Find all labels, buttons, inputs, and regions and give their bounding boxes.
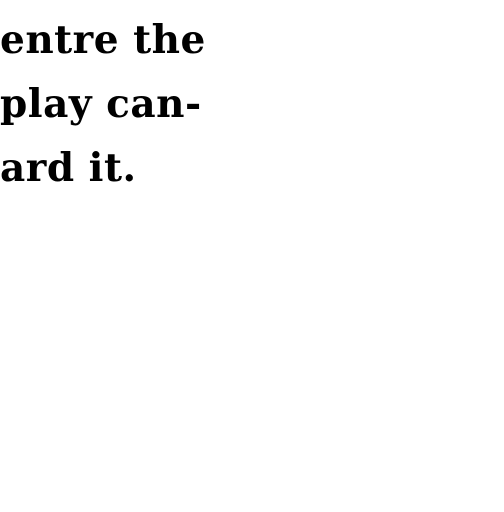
text-line-1: entre the xyxy=(0,17,206,63)
text-line-3: ard it. xyxy=(0,145,137,191)
text-line-2: play can- xyxy=(0,81,202,127)
paragraph-fragment xyxy=(0,8,206,200)
